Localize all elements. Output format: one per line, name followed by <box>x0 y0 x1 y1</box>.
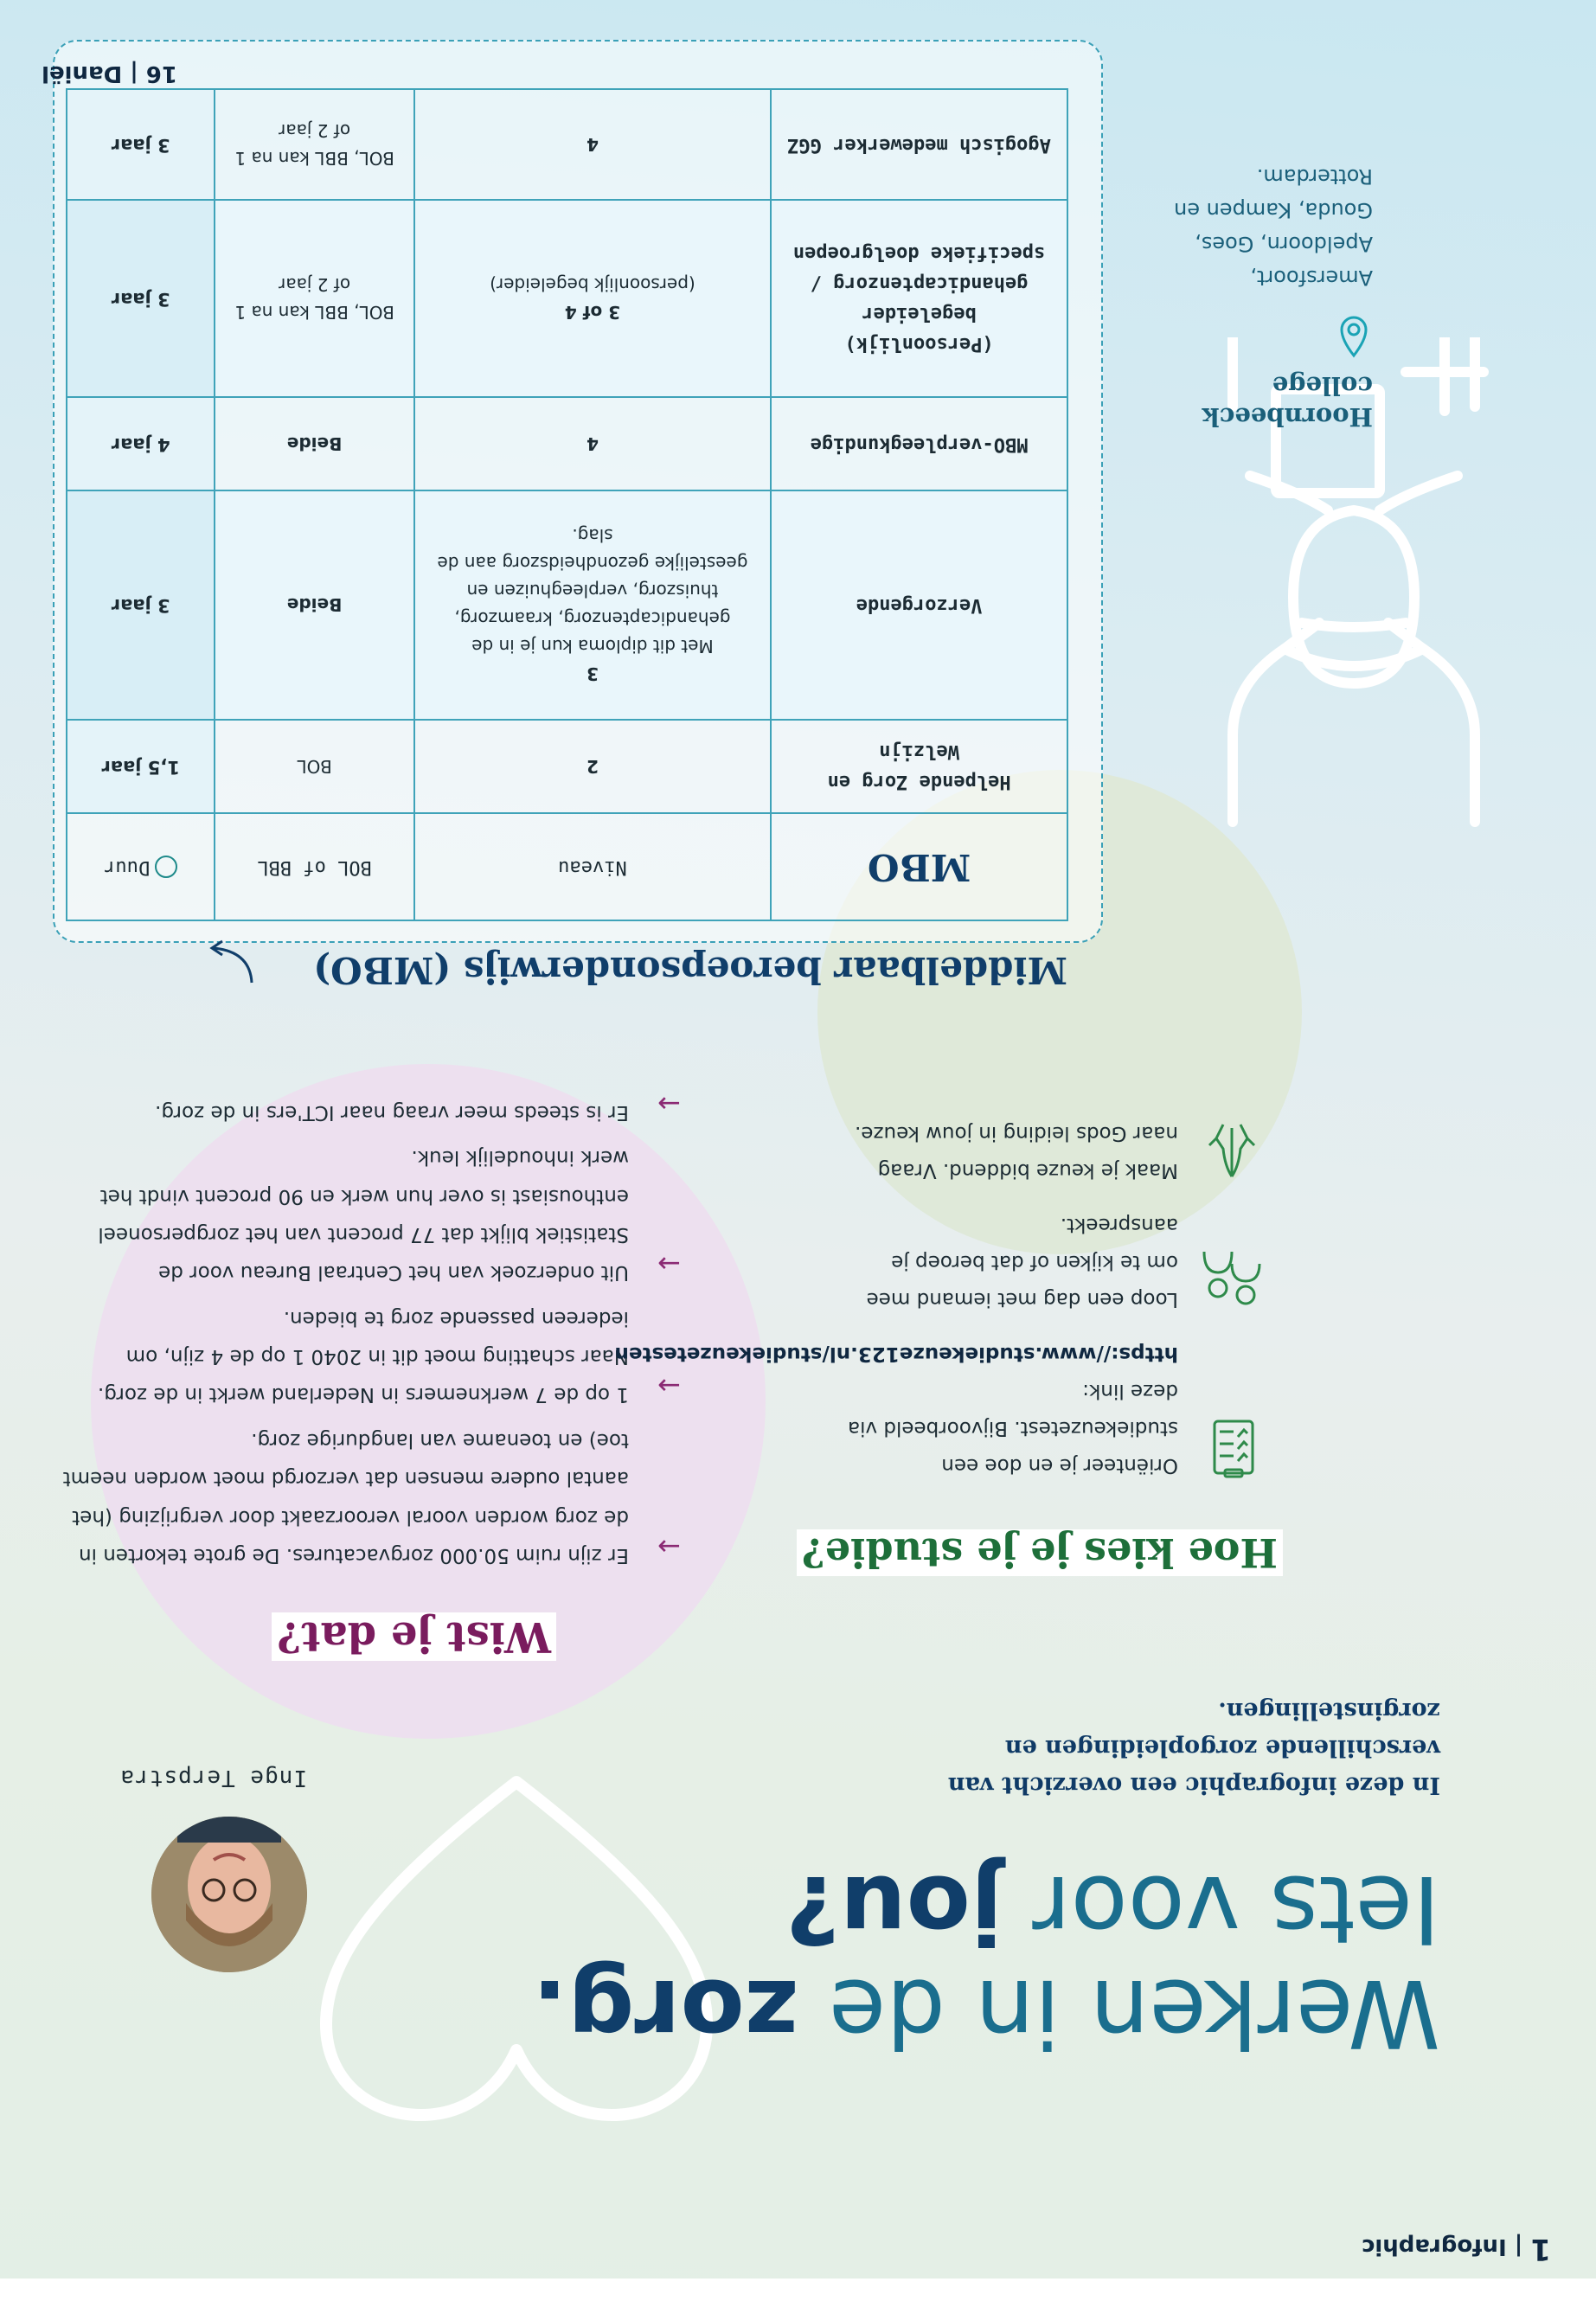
course-duur: 1,5 jaar <box>67 720 215 813</box>
table-header-row <box>67 813 1067 920</box>
clock-icon <box>155 856 177 878</box>
wist-item: → Uit onderzoek van het Centraal Bureau voor de Statistiek blijkt dat 77 procent van het zorgpersoneel enthousiast is over hun werk en 90 procent vindt het werk inhoudelijk leuk. <box>61 1138 681 1292</box>
section-name: Infographic <box>1361 2234 1507 2259</box>
table-row <box>67 397 1067 490</box>
author-name: Inge Terpstra <box>119 1765 307 1791</box>
page-title-line2: Iets voor jou? <box>785 1855 1440 1963</box>
studiekeuze-link[interactable]: https://www.studiekeuze123.nl/studiekeuzetesten <box>614 1343 1178 1365</box>
course-name: Helpende Zorg en Welzijn <box>771 720 1067 813</box>
curved-arrow-icon <box>207 934 259 986</box>
course-duur: 3 jaar <box>67 89 215 200</box>
hoe-heading: Hoe kies je je studie? <box>797 1529 1283 1576</box>
course-duur: 3 jaar <box>67 200 215 397</box>
arrow-right-icon: → <box>657 1369 681 1403</box>
hoe-item: Loop een dag met iemand mee om te kijken of dat beroep je aanspreekt. <box>841 1206 1265 1317</box>
wist-item: → Er zijn ruim 50.000 zorgvacatures. De grote tekorten in de zorg worden vooral veroorzaakt door vergrijzing (het aantal oudere mensen dat verzorgd moet worden neemt toe) en toename van langdurige zorg. <box>61 1421 681 1575</box>
column-header-duur: Duur <box>67 813 215 920</box>
people-icon <box>1199 1247 1265 1312</box>
column-header-bol-bbl: BOL of BBL <box>215 813 413 920</box>
hoe-item: Oriënteer je en doe een studiekeuzetest. Bijvoorbeeld via deze link: https://www.studiekeuze123.nl/studiekeuzetesten <box>841 1335 1265 1484</box>
section-number: 1 <box>1530 2232 1551 2266</box>
wist-item: → 1 op de 7 werknemers in Nederland werkt in de zorg. Naar schatting moet dit in 2040 1 op de 4 zijn, om iedereen passende zorg te bieden. <box>61 1298 681 1413</box>
heart-icon <box>313 1765 720 2128</box>
table-row <box>67 490 1067 720</box>
hoe-list <box>614 1097 1265 1484</box>
table-title: MBO <box>771 813 1067 920</box>
checklist-icon <box>1199 1413 1265 1478</box>
table-row <box>67 720 1067 813</box>
course-bol-bbl: BOL, BBL kan na 1 of 2 jaar <box>215 89 413 200</box>
arrow-right-icon: → <box>657 1086 681 1120</box>
course-bol-bbl: BOL <box>215 720 413 813</box>
mbo-table <box>66 88 1068 921</box>
table-row <box>67 89 1067 200</box>
column-header-niveau: Niveau <box>414 813 771 920</box>
course-duur: 3 jaar <box>67 490 215 720</box>
course-bol-bbl: Beide <box>215 490 413 720</box>
wist-list <box>61 1086 681 1575</box>
course-niveau: 3 of 4 (persoonlijk begeleider) <box>414 200 771 397</box>
course-niveau: 3 Met dit diploma kun je in de gehandicaptenzorg, kraamzorg, thuiszorg, verpleeghuizen en geestelijke gezondheidszorg aan de slag. <box>414 490 771 720</box>
arrow-right-icon: → <box>657 1530 681 1563</box>
course-duur: 4 jaar <box>67 397 215 490</box>
section-label: 1 | Infographic <box>1361 2232 1551 2266</box>
course-bol-bbl: BOL, BBL kan na 1 of 2 jaar <box>215 200 413 397</box>
page-footer: 16 | Daniël <box>42 61 177 87</box>
hoornbeeck-title: Hoornbeeck college <box>1202 370 1373 432</box>
course-bol-bbl: Beide <box>215 397 413 490</box>
mbo-heading: Middelbaar beroepsonderwijs (MBO) <box>313 949 1067 991</box>
hoornbeeck-locations: Amersfoort, Apeldoorn, Goes, Gouda, Kampen en Rotterdam. <box>1174 164 1373 290</box>
wist-heading: Wist je dat? <box>272 1612 556 1661</box>
praying-hands-icon <box>1199 1118 1265 1183</box>
arrow-right-icon: → <box>657 1247 681 1281</box>
hoe-item: Maak je keuze biddend. Vraag naar Gods leiding in jouw keuze. <box>841 1114 1265 1189</box>
page-number: 16 <box>145 61 177 87</box>
course-name: Agogisch medewerker GGZ <box>771 89 1067 200</box>
author-avatar <box>151 1817 307 1972</box>
wist-item: → Er is steeds meer vraag naar ICT'ers in de zorg. <box>61 1093 681 1131</box>
course-name: Verzorgende <box>771 490 1067 720</box>
course-name: (Persoonlijk) begeleider gehandicaptenzorg / specifieke doelgroepen <box>771 200 1067 397</box>
intro-text: In deze infographic een overzicht van verschillende zorgopleidingen en zorginstellingen. <box>947 1696 1440 1798</box>
course-niveau: 4 <box>414 89 771 200</box>
course-niveau: 4 <box>414 397 771 490</box>
footer-author: Daniël <box>42 61 123 87</box>
table-row <box>67 200 1067 397</box>
course-name: MBO-verpleegkundige <box>771 397 1067 490</box>
page-title-line1: Werken in de zorg. <box>532 1958 1440 2067</box>
course-niveau: 2 <box>414 720 771 813</box>
location-pin-icon <box>1336 311 1371 359</box>
